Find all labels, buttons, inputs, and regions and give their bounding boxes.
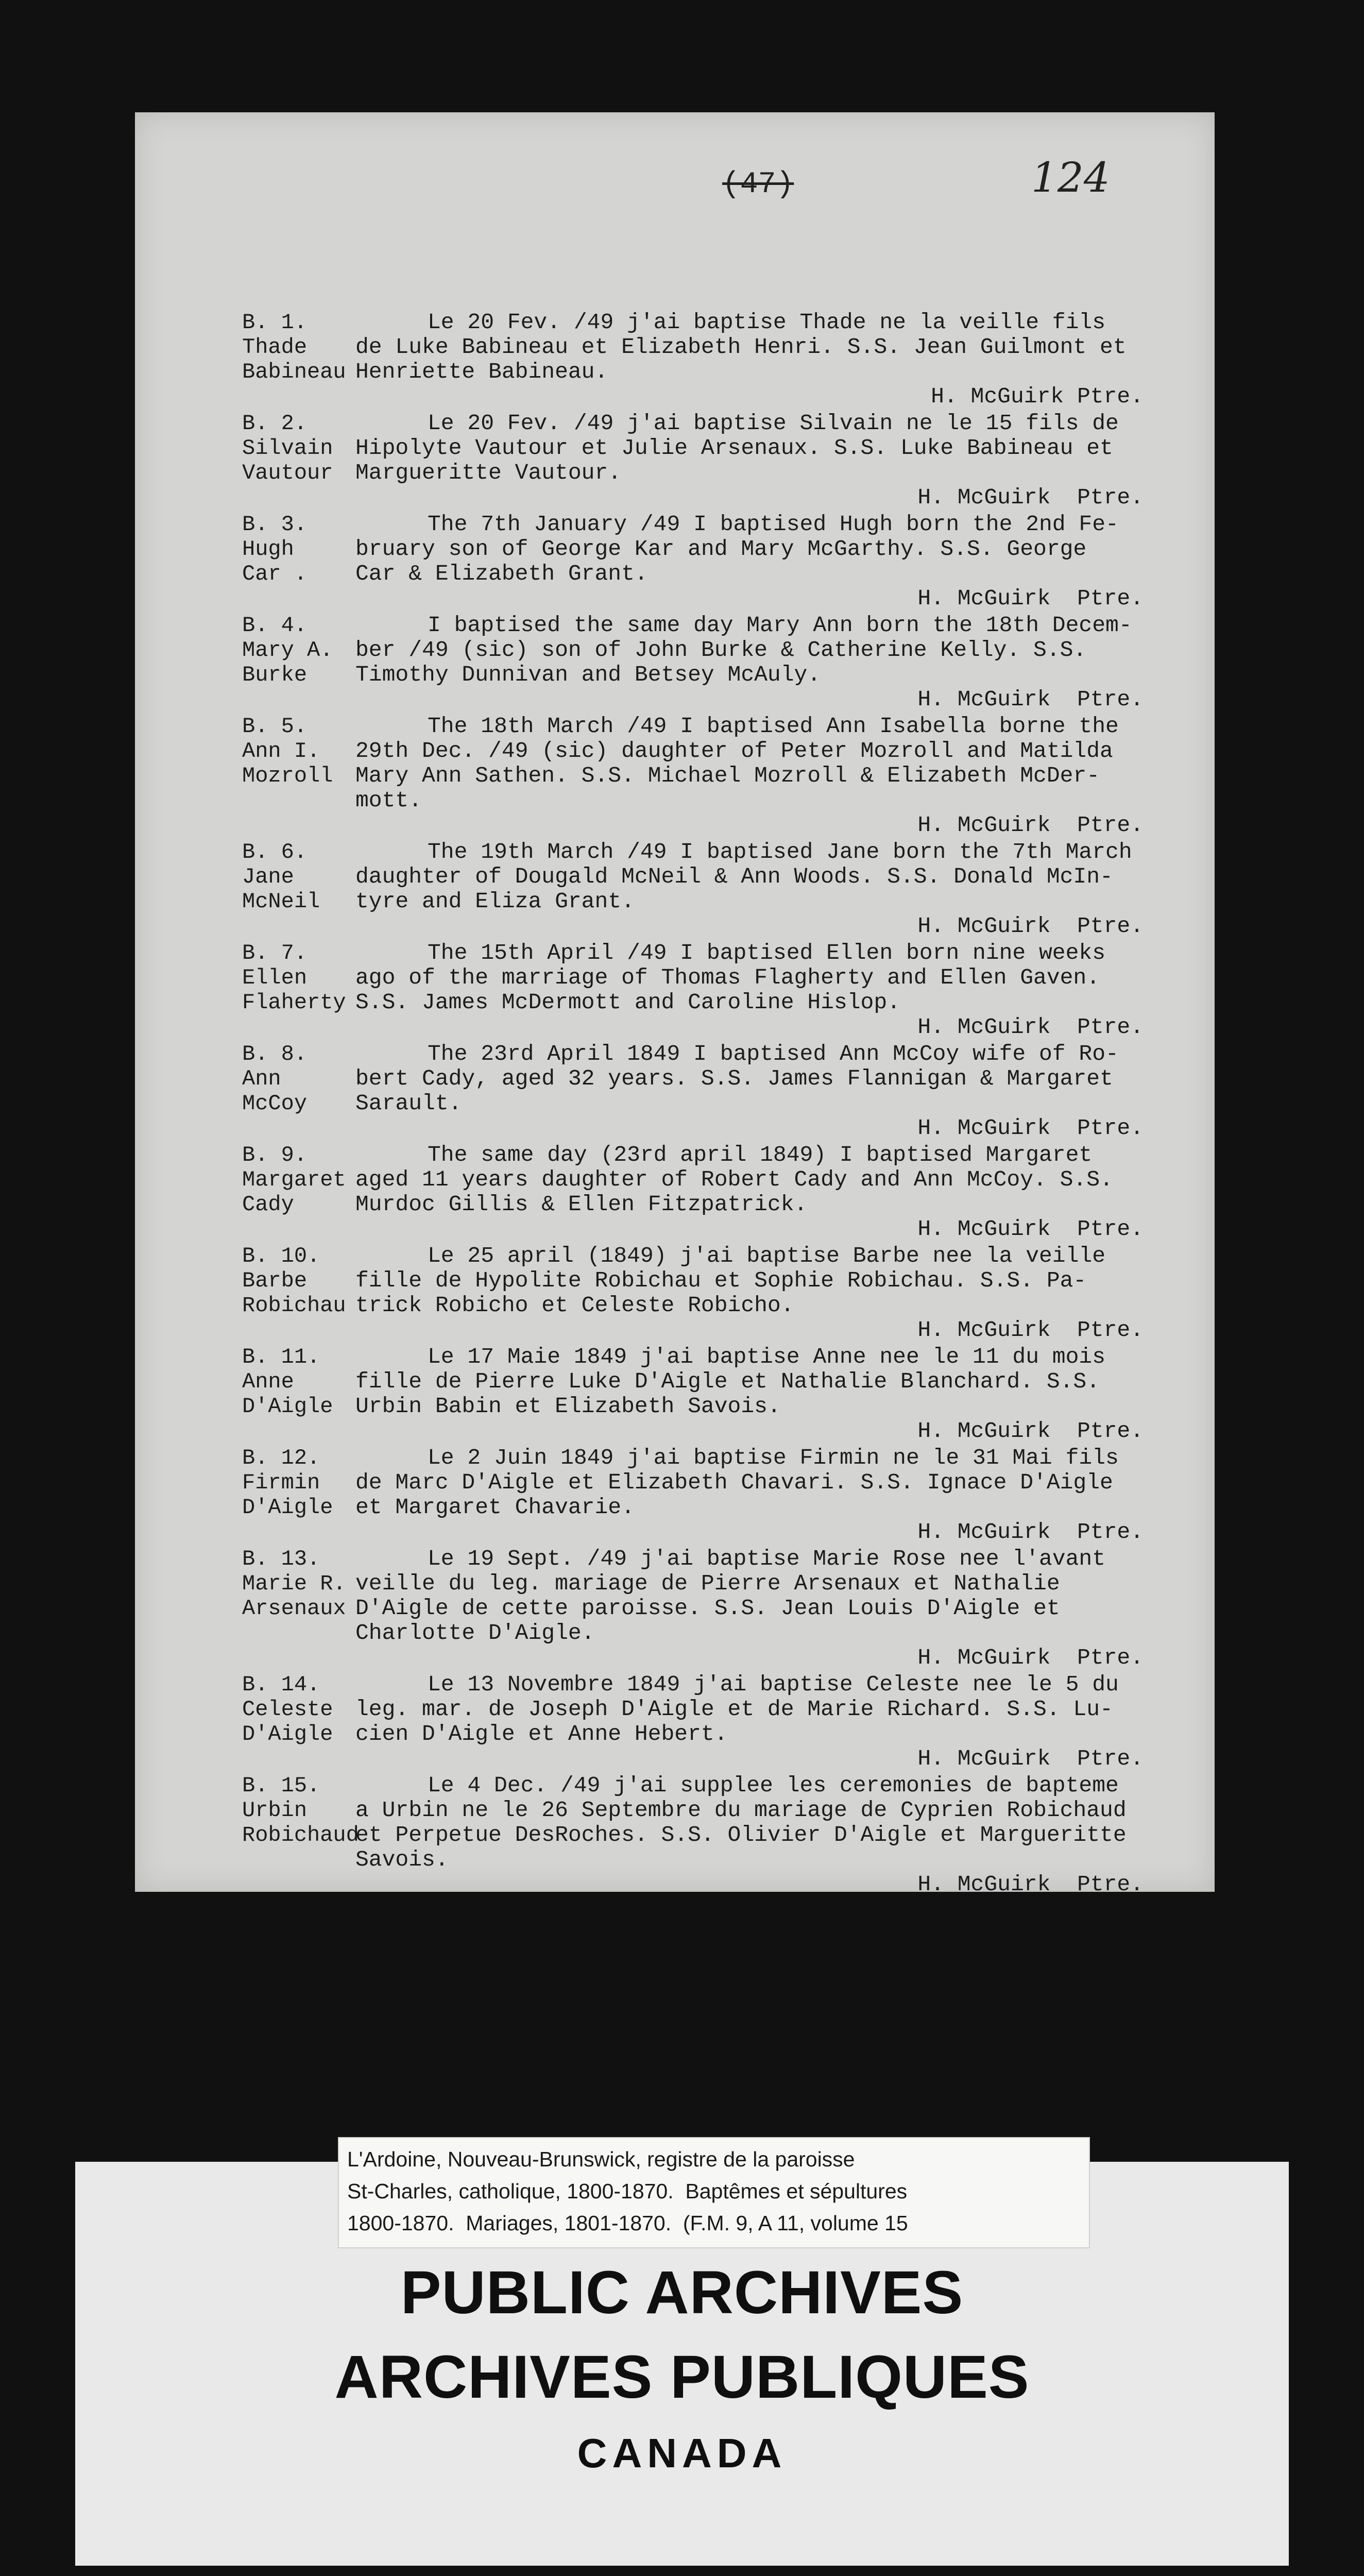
- priest-signature: [355, 1419, 1180, 1444]
- signature-text: H. McGuirk Ptre.: [917, 1014, 1144, 1040]
- entry-line: The 7th January /49 I baptised Hugh born the 2nd Fe-: [428, 512, 1119, 537]
- baptism-entry: [242, 1345, 1180, 1444]
- entry-text: [355, 613, 1180, 712]
- entry-line: 29th Dec. /49 (sic) daughter of Peter Mozroll and Matilda: [355, 738, 1113, 764]
- entry-line: I baptised the same day Mary Ann born the 18th Decem-: [428, 613, 1132, 638]
- baptism-entry: [242, 1446, 1180, 1545]
- margin-line: Mozroll: [242, 764, 333, 788]
- card-title-french: ARCHIVES PUBLIQUES: [334, 2343, 1030, 2411]
- priest-signature: [355, 1318, 1180, 1343]
- baptism-entry: [242, 1547, 1180, 1670]
- entry-line: The same day (23rd april 1849) I baptised Margaret: [428, 1142, 1093, 1167]
- margin-line: Car .: [242, 562, 308, 586]
- baptism-entry: [242, 840, 1180, 939]
- margin-line: D'Aigle: [242, 1394, 333, 1419]
- entry-margin-note: [242, 310, 355, 409]
- entry-line: fille de Pierre Luke D'Aigle et Nathalie Blanchard. S.S.: [355, 1369, 1100, 1394]
- margin-line: B. 13.: [242, 1547, 320, 1571]
- margin-line: McNeil: [242, 889, 320, 914]
- entry-line: leg. mar. de Joseph D'Aigle et de Marie Richard. S.S. Lu-: [355, 1697, 1113, 1722]
- signature-text: H. McGuirk Ptre.: [917, 913, 1144, 939]
- entry-text: [355, 1446, 1180, 1545]
- entry-line: mott.: [355, 788, 422, 813]
- entry-text: [355, 714, 1180, 838]
- entry-line: de Marc D'Aigle et Elizabeth Chavari. S.S. Ignace D'Aigle: [355, 1470, 1113, 1495]
- margin-line: D'Aigle: [242, 1722, 333, 1747]
- signature-text: H. McGuirk Ptre.: [917, 1645, 1144, 1670]
- margin-line: Margaret: [242, 1167, 346, 1192]
- margin-line: Silvain: [242, 436, 333, 461]
- entry-line: Le 4 Dec. /49 j'ai supplee les ceremonies de bapteme: [428, 1773, 1119, 1798]
- entry-line: Sarault.: [355, 1091, 462, 1116]
- margin-line: B. 8.: [242, 1042, 308, 1066]
- entry-line: fille de Hypolite Robichau et Sophie Robichau. S.S. Pa-: [355, 1268, 1087, 1293]
- margin-line: Ann I.: [242, 739, 320, 764]
- priest-signature: [355, 586, 1180, 611]
- entry-line: bruary son of George Kar and Mary McGarthy. S.S. George: [355, 536, 1087, 562]
- margin-line: B. 15.: [242, 1773, 320, 1798]
- entry-line: Le 2 Juin 1849 j'ai baptise Firmin ne le 31 Mai fils: [428, 1445, 1119, 1470]
- entry-line: Le 25 april (1849) j'ai baptise Barbe nee la veille: [428, 1243, 1106, 1268]
- entry-margin-note: [242, 613, 355, 712]
- margin-line: B. 9.: [242, 1143, 308, 1167]
- margin-line: Thade: [242, 335, 308, 360]
- margin-line: Flaherty: [242, 990, 346, 1015]
- entry-line: Margueritte Vautour.: [355, 460, 622, 485]
- entry-margin-note: [242, 1143, 355, 1242]
- reference-label: [338, 2137, 1090, 2248]
- entry-text: [355, 1244, 1180, 1343]
- entry-line: Le 19 Sept. /49 j'ai baptise Marie Rose nee l'avant: [428, 1546, 1106, 1571]
- entry-line: et Margaret Chavarie.: [355, 1495, 635, 1520]
- signature-text: H. McGuirk Ptre.: [917, 1746, 1144, 1771]
- priest-signature: [355, 1116, 1180, 1141]
- margin-line: Anne: [242, 1369, 294, 1394]
- margin-line: B. 1.: [242, 310, 308, 335]
- margin-line: Urbin: [242, 1798, 308, 1823]
- entry-line: veille du leg. mariage de Pierre Arsenaux et Nathalie: [355, 1571, 1060, 1596]
- margin-line: D'Aigle: [242, 1495, 333, 1520]
- signature-text: H. McGuirk Ptre.: [917, 1115, 1144, 1141]
- entry-margin-note: [242, 1446, 355, 1545]
- entry-line: The 15th April /49 I baptised Ellen born nine weeks: [428, 940, 1106, 965]
- margin-line: Babineau: [242, 360, 346, 384]
- margin-line: B. 2.: [242, 411, 308, 436]
- entry-margin-note: [242, 1345, 355, 1444]
- entry-text: [355, 941, 1180, 1040]
- entry-line: ago of the marriage of Thomas Flagherty and Ellen Gaven.: [355, 965, 1100, 990]
- signature-text: H. McGuirk Ptre.: [917, 1872, 1144, 1897]
- entry-line: Savois.: [355, 1847, 449, 1872]
- archives-card: [75, 2147, 1289, 2566]
- entry-line: ber /49 (sic) son of John Burke & Catherine Kelly. S.S.: [355, 637, 1087, 663]
- reference-line: 1800-1870. Mariages, 1801-1870. (F.M. 9, A 11, volume 15: [347, 2211, 908, 2235]
- entry-line: aged 11 years daughter of Robert Cady and Ann McCoy. S.S.: [355, 1167, 1113, 1192]
- margin-line: Barbe: [242, 1268, 308, 1293]
- entry-margin-note: [242, 1547, 355, 1670]
- signature-text: H. McGuirk Ptre.: [917, 1216, 1144, 1242]
- margin-line: Marie R.: [242, 1571, 346, 1596]
- entry-line: de Luke Babineau et Elizabeth Henri. S.S. Jean Guilmont et: [355, 334, 1127, 360]
- entry-text: [355, 1345, 1180, 1444]
- reference-line: St-Charles, catholique, 1800-1870. Baptêmes et sépultures: [347, 2179, 908, 2203]
- card-country: CANADA: [577, 2430, 787, 2476]
- entry-line: Timothy Dunnivan and Betsey McAuly.: [355, 662, 821, 687]
- baptism-entry: [242, 1143, 1180, 1242]
- entry-line: Charlotte D'Aigle.: [355, 1620, 595, 1646]
- entry-line: trick Robicho et Celeste Robicho.: [355, 1293, 794, 1318]
- signature-text: H. McGuirk Ptre.: [917, 812, 1144, 838]
- signature-text: H. McGuirk Ptre.: [917, 1317, 1144, 1343]
- baptism-entry: [242, 1244, 1180, 1343]
- signature-text: H. McGuirk Ptre.: [917, 1418, 1144, 1444]
- signature-text: H. McGuirk Ptre.: [917, 1519, 1144, 1545]
- baptism-entry: [242, 714, 1180, 838]
- margin-line: Ann: [242, 1066, 281, 1091]
- baptism-entry: [242, 512, 1180, 611]
- folio-number: 124: [1031, 154, 1110, 201]
- priest-signature: [355, 1217, 1180, 1242]
- entry-line: Le 17 Maie 1849 j'ai baptise Anne nee le 11 du mois: [428, 1344, 1106, 1369]
- entry-line: The 19th March /49 I baptised Jane born the 7th March: [428, 839, 1132, 865]
- margin-line: Ellen: [242, 965, 308, 990]
- baptism-entry: [242, 1773, 1180, 1897]
- margin-line: Mary A.: [242, 638, 333, 663]
- priest-signature: [355, 1646, 1180, 1670]
- priest-signature: [355, 1872, 1180, 1897]
- margin-line: B. 11.: [242, 1345, 320, 1369]
- entry-margin-note: [242, 840, 355, 939]
- entry-margin-note: [242, 1672, 355, 1771]
- margin-line: B. 14.: [242, 1672, 320, 1697]
- entry-line: Le 20 Fev. /49 j'ai baptise Silvain ne le 15 fils de: [428, 411, 1119, 436]
- entry-line: bert Cady, aged 32 years. S.S. James Flannigan & Margaret: [355, 1066, 1113, 1091]
- entry-line: The 23rd April 1849 I baptised Ann McCoy wife of Ro-: [428, 1041, 1119, 1066]
- priest-signature: [355, 687, 1180, 712]
- baptism-entry: [242, 1672, 1180, 1771]
- priest-signature: [355, 914, 1180, 939]
- margin-line: B. 5.: [242, 714, 308, 739]
- register-page: [135, 112, 1215, 1897]
- entry-line: daughter of Dougald McNeil & Ann Woods. S.S. Donald McIn-: [355, 864, 1113, 889]
- baptism-entry: [242, 941, 1180, 1040]
- priest-signature: [355, 384, 1180, 409]
- entry-text: [355, 310, 1180, 409]
- reference-line: L'Ardoine, Nouveau-Brunswick, registre de la paroisse: [347, 2147, 855, 2171]
- entry-margin-note: [242, 714, 355, 838]
- margin-line: B. 10.: [242, 1244, 320, 1268]
- entry-line: Hipolyte Vautour et Julie Arsenaux. S.S. Luke Babineau et: [355, 435, 1113, 461]
- baptism-entries: [242, 310, 1180, 1899]
- struck-folio-number: (47): [722, 168, 794, 201]
- entry-line: Mary Ann Sathen. S.S. Michael Mozroll & Elizabeth McDer-: [355, 763, 1100, 788]
- baptism-entry: [242, 1042, 1180, 1141]
- priest-signature: [355, 1747, 1180, 1771]
- signature-text: H. McGuirk Ptre.: [917, 687, 1144, 712]
- priest-signature: [355, 1520, 1180, 1545]
- entry-line: Urbin Babin et Elizabeth Savois.: [355, 1394, 781, 1419]
- entry-margin-note: [242, 1773, 359, 1897]
- margin-line: Burke: [242, 663, 308, 687]
- margin-line: Hugh: [242, 537, 294, 562]
- entry-line: Le 20 Fev. /49 j'ai baptise Thade ne la veille fils: [428, 310, 1106, 335]
- signature-text: H. McGuirk Ptre.: [931, 384, 1144, 409]
- card-title-english: PUBLIC ARCHIVES: [400, 2259, 964, 2327]
- margin-line: Vautour: [242, 461, 333, 485]
- entry-text: [355, 840, 1180, 939]
- margin-line: B. 7.: [242, 941, 308, 965]
- margin-line: Robichaud: [242, 1823, 359, 1848]
- entry-line: Henriette Babineau.: [355, 359, 608, 384]
- margin-line: B. 6.: [242, 840, 308, 865]
- entry-line: The 18th March /49 I baptised Ann Isabella borne the: [428, 714, 1119, 739]
- entry-text: [355, 1547, 1180, 1670]
- entry-text: [355, 411, 1180, 510]
- margin-line: B. 4.: [242, 613, 308, 638]
- margin-line: Robichau: [242, 1293, 346, 1318]
- entry-text: [355, 1042, 1180, 1141]
- entry-line: Murdoc Gillis & Ellen Fitzpatrick.: [355, 1192, 808, 1217]
- margin-line: Jane: [242, 865, 294, 889]
- entry-line: et Perpetue DesRoches. S.S. Olivier D'Aigle et Margueritte: [355, 1822, 1127, 1848]
- entry-line: tyre and Eliza Grant.: [355, 889, 635, 914]
- entry-text: [355, 1672, 1180, 1771]
- margin-line: McCoy: [242, 1091, 308, 1116]
- margin-line: Celeste: [242, 1697, 333, 1722]
- margin-line: B. 12.: [242, 1446, 320, 1470]
- signature-text: H. McGuirk Ptre.: [917, 485, 1144, 510]
- entry-line: S.S. James McDermott and Caroline Hislop.: [355, 990, 900, 1015]
- entry-line: D'Aigle de cette paroisse. S.S. Jean Louis D'Aigle et: [355, 1596, 1060, 1621]
- margin-line: Firmin: [242, 1470, 320, 1495]
- entry-margin-note: [242, 941, 355, 1040]
- signature-text: H. McGuirk Ptre.: [917, 586, 1144, 611]
- priest-signature: [355, 485, 1180, 510]
- entry-margin-note: [242, 411, 355, 510]
- margin-line: B. 3.: [242, 512, 308, 537]
- entry-line: a Urbin ne le 26 Septembre du mariage de Cyprien Robichaud: [355, 1798, 1127, 1823]
- baptism-entry: [242, 613, 1180, 712]
- entry-margin-note: [242, 512, 355, 611]
- entry-text: [355, 1143, 1180, 1242]
- entry-text: [355, 512, 1180, 611]
- entry-line: Car & Elizabeth Grant.: [355, 561, 648, 586]
- baptism-entry: [242, 411, 1180, 510]
- baptism-entry: [242, 310, 1180, 409]
- priest-signature: [355, 1015, 1180, 1040]
- entry-line: cien D'Aigle et Anne Hebert.: [355, 1721, 728, 1747]
- priest-signature: [355, 813, 1180, 838]
- entry-line: Le 13 Novembre 1849 j'ai baptise Celeste nee le 5 du: [428, 1672, 1119, 1697]
- entry-margin-note: [242, 1244, 355, 1343]
- entry-text: [355, 1773, 1180, 1897]
- margin-line: Arsenaux: [242, 1596, 346, 1621]
- entry-margin-note: [242, 1042, 355, 1141]
- margin-line: Cady: [242, 1192, 294, 1217]
